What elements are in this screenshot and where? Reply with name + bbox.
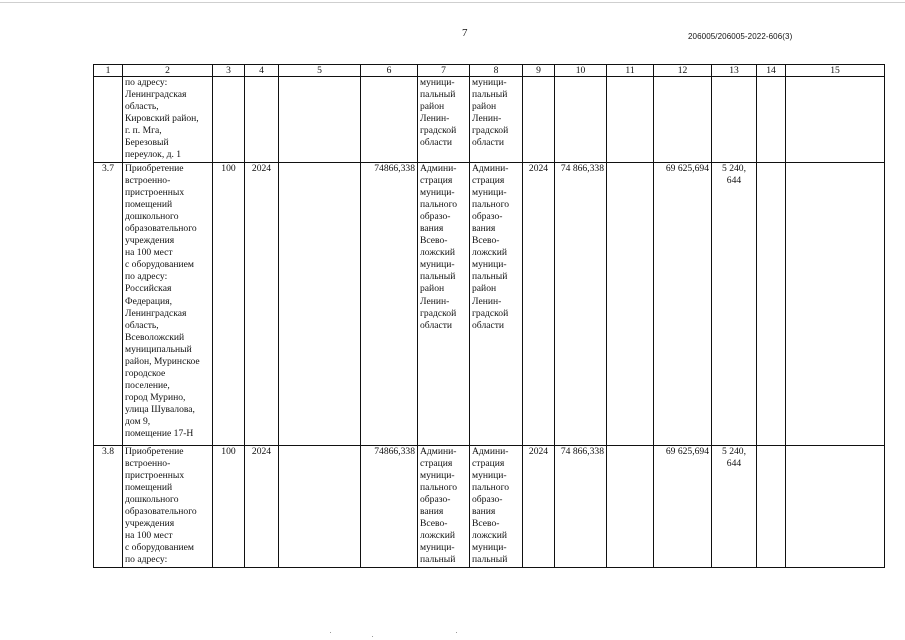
- object-description-cell: Приобретение встроенно- пристроенных помещений дошкольного образовательного учреждения на 100 мест с оборудованием по адресу:: [123, 446, 213, 568]
- regional-budget-cell: 69 625,694: [654, 163, 712, 446]
- column-header-4: 4: [245, 65, 279, 77]
- column-header-10: 10: [555, 65, 607, 77]
- column-header-7: 7: [418, 65, 470, 77]
- total-funding-cell: 74 866,338: [555, 446, 607, 568]
- column-header-6: 6: [361, 65, 418, 77]
- column-15-cell: [786, 446, 885, 568]
- capacity-cell: [213, 77, 245, 163]
- row-number-cell: 3.8: [94, 446, 123, 568]
- capacity-cell: 100: [213, 446, 245, 568]
- regional-budget-cell: 69 625,694: [654, 446, 712, 568]
- recipient-cell: Админи- страция муници- пального образо- вания Всево- ложский муници- пальный: [470, 446, 523, 568]
- recipient-cell: муници- пальный район Ленин- градской области: [470, 77, 523, 163]
- column-15-cell: [786, 163, 885, 446]
- data-table: [93, 64, 885, 568]
- column-11-cell: [607, 446, 654, 568]
- local-budget-cell: 5 240, 644: [712, 163, 757, 446]
- funding-year-cell: [523, 77, 555, 163]
- column-header-8: 8: [470, 65, 523, 77]
- customer-cell: муници- пальный район Ленин- градской области: [418, 77, 470, 163]
- column-header-1: 1: [94, 65, 123, 77]
- estimated-cost-cell: 74866,338: [361, 446, 418, 568]
- local-budget-cell: 5 240, 644: [712, 446, 757, 568]
- customer-cell: Админи- страция муници- пального образо- вания Всево- ложский муници- пальный: [418, 446, 470, 568]
- estimated-cost-cell: [361, 77, 418, 163]
- column-header-14: 14: [757, 65, 786, 77]
- total-funding-cell: 74 866,338: [555, 163, 607, 446]
- scan-speck: [330, 632, 331, 633]
- year-cell: [245, 77, 279, 163]
- funding-year-cell: 2024: [523, 163, 555, 446]
- column-header-11: 11: [607, 65, 654, 77]
- column-15-cell: [786, 77, 885, 163]
- document-code: 206005/206005-2022-606(3): [688, 32, 793, 41]
- column-number-header-row: [94, 65, 885, 77]
- table-row-3-7: [94, 163, 885, 446]
- object-description-cell: Приобретение встроенно- пристроенных помещений дошкольного образовательного учреждения на 100 мест с оборудованием по адресу: Российская Федерация, Ленинградская область, Всеволожский муниципальный район, Муринское городское поселение, город Мурино, улица Шувалова, дом 9, помещение 17-Н: [123, 163, 213, 446]
- year-cell: 2024: [245, 446, 279, 568]
- scan-speck: [456, 632, 457, 633]
- table-row-continuation: [94, 77, 885, 163]
- column-5-cell: [279, 163, 361, 446]
- column-header-2: 2: [123, 65, 213, 77]
- regional-budget-cell: [654, 77, 712, 163]
- table-row-3-8: [94, 446, 885, 568]
- column-14-cell: [757, 163, 786, 446]
- object-description-cell: по адресу: Ленинградская область, Кировский район, г. п. Мга, Березовый переулок, д. 1: [123, 77, 213, 163]
- recipient-cell: Админи- страция муници- пального образо- вания Всево- ложский муници- пальный район Ленин- градской области: [470, 163, 523, 446]
- row-number-cell: [94, 77, 123, 163]
- column-5-cell: [279, 446, 361, 568]
- column-11-cell: [607, 77, 654, 163]
- estimated-cost-cell: 74866,338: [361, 163, 418, 446]
- total-funding-cell: [555, 77, 607, 163]
- top-rule: [0, 2, 905, 3]
- column-header-5: 5: [279, 65, 361, 77]
- local-budget-cell: [712, 77, 757, 163]
- column-header-9: 9: [523, 65, 555, 77]
- year-cell: 2024: [245, 163, 279, 446]
- column-5-cell: [279, 77, 361, 163]
- column-header-3: 3: [213, 65, 245, 77]
- row-number-cell: 3.7: [94, 163, 123, 446]
- column-header-13: 13: [712, 65, 757, 77]
- column-14-cell: [757, 446, 786, 568]
- column-14-cell: [757, 77, 786, 163]
- funding-year-cell: 2024: [523, 446, 555, 568]
- column-11-cell: [607, 163, 654, 446]
- column-header-15: 15: [786, 65, 885, 77]
- page-number: 7: [462, 27, 468, 39]
- capacity-cell: 100: [213, 163, 245, 446]
- column-header-12: 12: [654, 65, 712, 77]
- scan-speck: [372, 636, 373, 637]
- customer-cell: Админи- страция муници- пального образо- вания Всево- ложский муници- пальный район Ленин- градской области: [418, 163, 470, 446]
